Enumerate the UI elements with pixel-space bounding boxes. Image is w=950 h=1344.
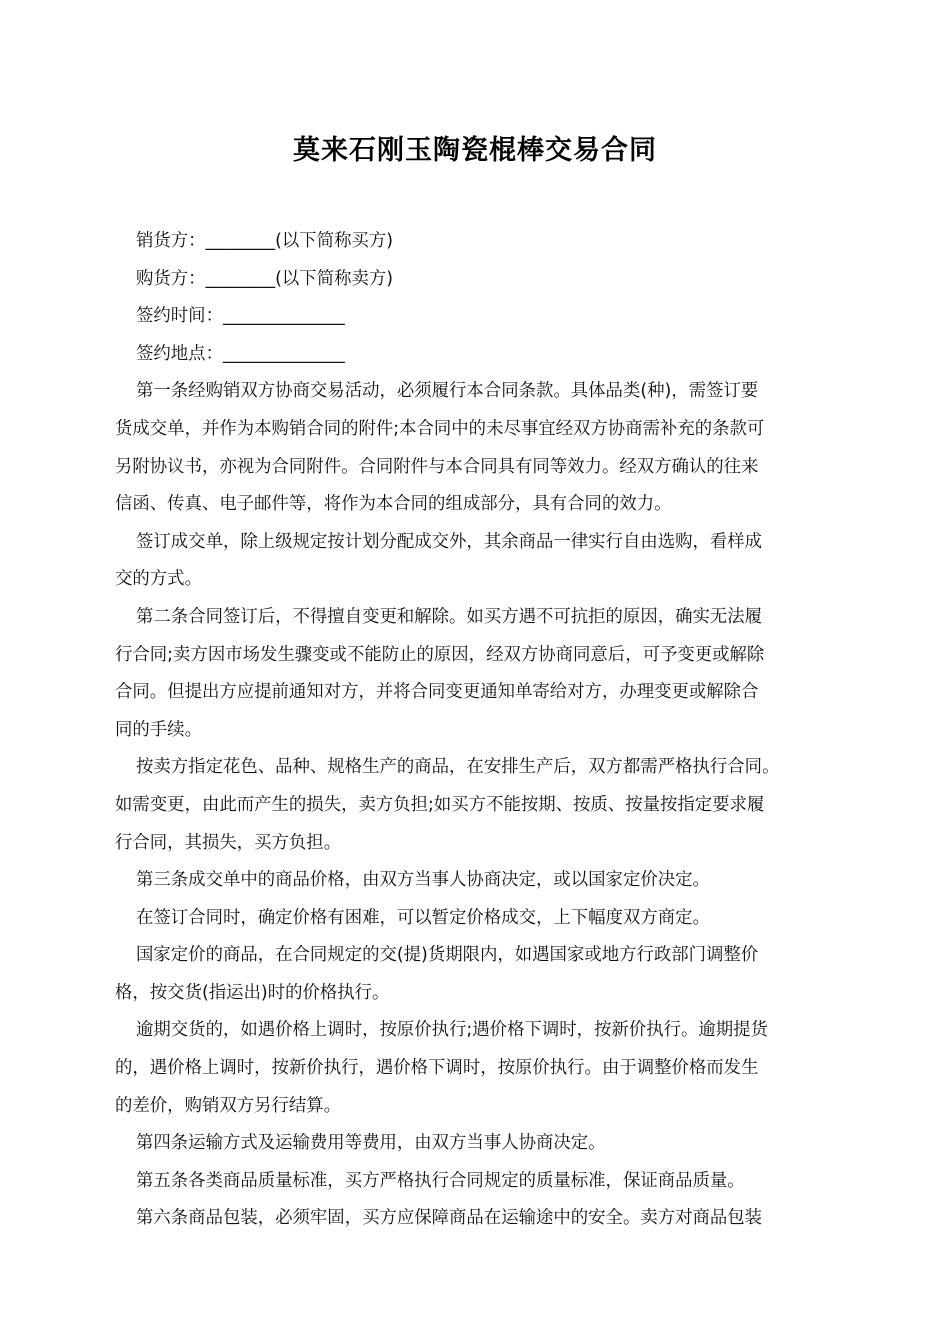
buyer-line: 购货方：________(以下简称卖方) [136, 268, 394, 289]
article-3-line-1: 第三条成交单中的商品价格，由双方当事人协商决定，或以国家定价决定。 [136, 870, 710, 891]
signing-time-line: 签约时间：______________ [136, 306, 345, 327]
paragraph-line: 的差价，购销双方另行结算。 [115, 1095, 342, 1116]
article-4-line: 第四条运输方式及运输费用等费用，由双方当事人协商决定。 [136, 1133, 606, 1154]
paragraph-line: 逾期交货的，如遇价格上调时，按原价执行;遇价格下调时，按新价执行。逾期提货 [136, 1020, 768, 1041]
article-1-line-4: 信函、传真、电子邮件等，将作为本合同的组成部分，具有合同的效力。 [115, 494, 672, 515]
paragraph-line: 行合同，其损失，买方负担。 [115, 832, 342, 853]
article-1-line-2: 货成交单，并作为本购销合同的附件;本合同中的未尽事宜经双方协商需补充的条款可 [115, 418, 765, 439]
paragraph-line: 如需变更，由此而产生的损失，卖方负担;如买方不能按期、按质、按量按指定要求履 [115, 794, 765, 815]
document-body [115, 223, 837, 1238]
seller-line: 销货方：________(以下简称买方) [136, 231, 394, 251]
document-title: 莫来石刚玉陶瓷棍棒交易合同 [293, 135, 657, 166]
paragraph-line: 国家定价的商品，在合同规定的交(提)货期限内，如遇国家或地方行政部门调整价 [136, 945, 759, 966]
article-1-line-1: 第一条经购销双方协商交易活动，必须履行本合同条款。具体品类(种)，需签订要 [136, 381, 759, 402]
signing-place-line: 签约地点：______________ [136, 343, 345, 364]
paragraph-line: 的，遇价格上调时，按新价执行，遇价格下调时，按原价执行。由于调整价格而发生 [115, 1058, 759, 1079]
article-2-line-3: 合同。但提出方应提前通知对方，并将合同变更通知单寄给对方，办理变更或解除合 [115, 682, 759, 703]
article-6-line: 第六条商品包装，必须牢固，买方应保障商品在运输途中的安全。卖方对商品包装 [136, 1208, 763, 1229]
paragraph-line: 在签订合同时，确定价格有困难，可以暂定价格成交，上下幅度双方商定。 [136, 907, 710, 928]
article-2-line-1: 第二条合同签订后，不得擅自变更和解除。如买方遇不可抗拒的原因，确实无法履 [136, 606, 763, 627]
article-2-line-4: 同的手续。 [115, 719, 202, 740]
article-1-line-3: 另附协议书，亦视为合同附件。合同附件与本合同具有同等效力。经双方确认的往来 [115, 456, 759, 477]
paragraph-line: 格，按交货(指运出)时的价格执行。 [115, 982, 390, 1003]
paragraph-line: 交的方式。 [115, 569, 202, 590]
paragraph-line: 按卖方指定花色、品种、规格生产的商品，在安排生产后，双方都需严格执行合同。 [136, 757, 780, 778]
article-5-line: 第五条各类商品质量标准，买方严格执行合同规定的质量标准，保证商品质量。 [136, 1170, 745, 1191]
paragraph-line: 签订成交单，除上级规定按计划分配成交外，其余商品一律实行自由选购，看样成 [136, 531, 763, 552]
article-2-line-2: 行合同;卖方因市场发生骤变或不能防止的原因，经双方协商同意后，可予变更或解除 [115, 644, 765, 665]
